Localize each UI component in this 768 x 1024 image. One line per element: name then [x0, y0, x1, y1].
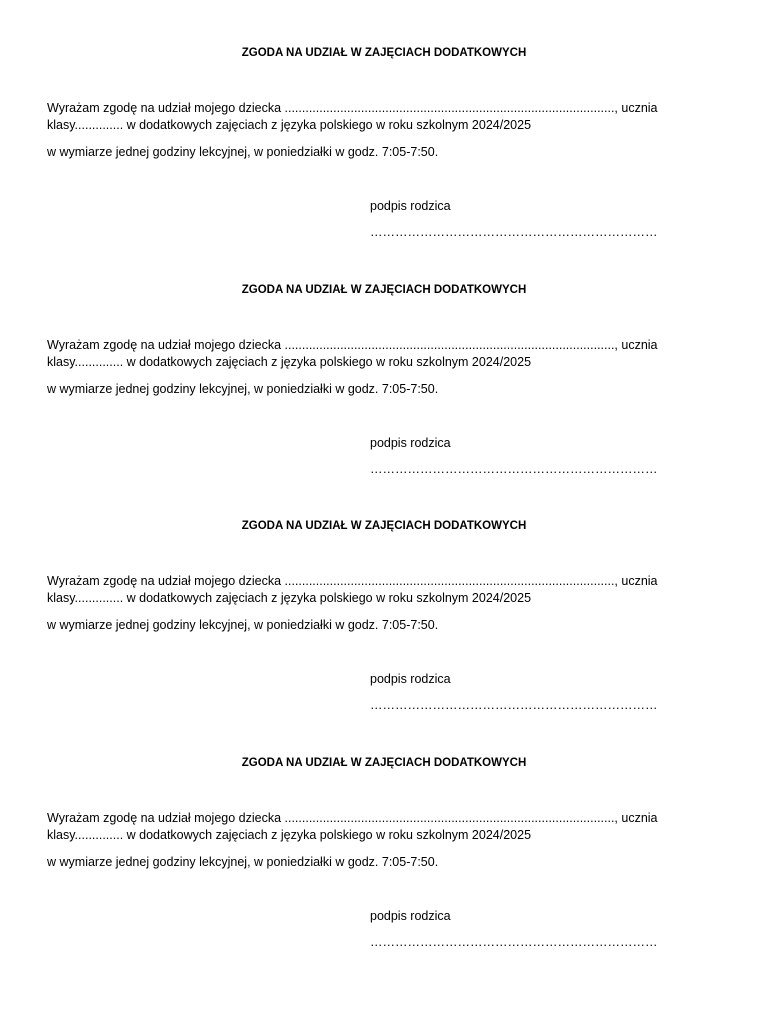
consent-text-line-3: w wymiarze jednej godziny lekcyjnej, w poniedziałki w godz. 7:05-7:50. — [47, 855, 439, 869]
signature-line: …………………………………………………………… — [370, 462, 658, 476]
consent-text-line-3: w wymiarze jednej godziny lekcyjnej, w poniedziałki w godz. 7:05-7:50. — [47, 382, 439, 396]
consent-text-line-1: Wyrażam zgodę na udział mojego dziecka ..............................................................................................., ucznia — [47, 574, 658, 588]
consent-text-line-1: Wyrażam zgodę na udział mojego dziecka ..............................................................................................., ucznia — [47, 338, 658, 352]
consent-form-2 — [0, 282, 768, 518]
consent-form-3 — [0, 518, 768, 754]
consent-text-line-2: klasy.............. w dodatkowych zajęciach z języka polskiego w roku szkolnym 2024/2025 — [47, 118, 532, 132]
form-title: ZGODA NA UDZIAŁ W ZAJĘCIACH DODATKOWYCH — [241, 47, 527, 59]
consent-text-line-1: Wyrażam zgodę na udział mojego dziecka ..............................................................................................., ucznia — [47, 811, 658, 825]
form-title: ZGODA NA UDZIAŁ W ZAJĘCIACH DODATKOWYCH — [241, 284, 527, 296]
form-title: ZGODA NA UDZIAŁ W ZAJĘCIACH DODATKOWYCH — [241, 520, 527, 532]
consent-text-line-3: w wymiarze jednej godziny lekcyjnej, w poniedziałki w godz. 7:05-7:50. — [47, 145, 439, 159]
signature-label: podpis rodzica — [370, 436, 451, 450]
consent-text-line-2: klasy.............. w dodatkowych zajęciach z języka polskiego w roku szkolnym 2024/2025 — [47, 355, 532, 369]
signature-label: podpis rodzica — [370, 199, 451, 213]
consent-text-line-1: Wyrażam zgodę na udział mojego dziecka ..............................................................................................., ucznia — [47, 101, 658, 115]
consent-text-line-3: w wymiarze jednej godziny lekcyjnej, w poniedziałki w godz. 7:05-7:50. — [47, 618, 439, 632]
consent-form-4 — [0, 755, 768, 991]
consent-text-line-2: klasy.............. w dodatkowych zajęciach z języka polskiego w roku szkolnym 2024/2025 — [47, 591, 532, 605]
signature-label: podpis rodzica — [370, 909, 451, 923]
signature-line: …………………………………………………………… — [370, 698, 658, 712]
signature-line: …………………………………………………………… — [370, 225, 658, 239]
consent-form-1 — [0, 45, 768, 281]
signature-label: podpis rodzica — [370, 672, 451, 686]
consent-text-line-2: klasy.............. w dodatkowych zajęciach z języka polskiego w roku szkolnym 2024/2025 — [47, 828, 532, 842]
form-title: ZGODA NA UDZIAŁ W ZAJĘCIACH DODATKOWYCH — [241, 757, 527, 769]
signature-line: …………………………………………………………… — [370, 935, 658, 949]
